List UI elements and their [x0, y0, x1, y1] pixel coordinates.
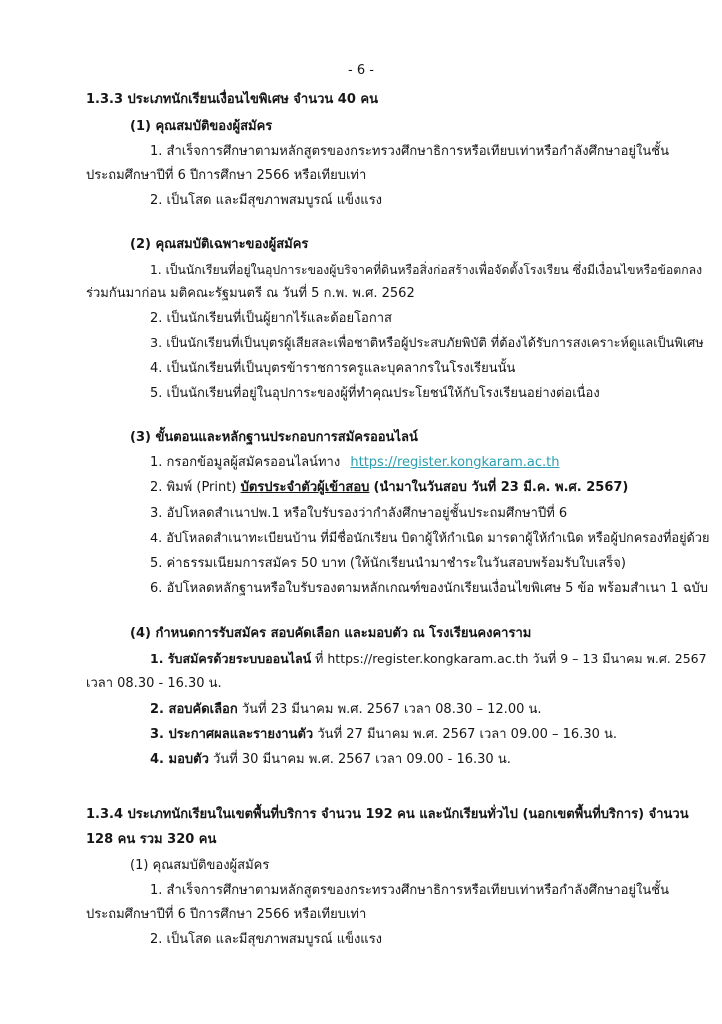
s133-q4-item2-rest: วันที่ 23 มีนาคม พ.ศ. 2567 เวลา 08.30 – 12.00 น. [237, 702, 542, 717]
s133-q1-item1-line1: 1. สำเร็จการศึกษาตามหลักสูตรของกระทรวงศึกษาธิการหรือเทียบเท่าหรือกำลังศึกษาอยู่ในชั้น [150, 144, 669, 159]
s133-q4-item3 [150, 726, 617, 744]
s133-q3-item6: 6. อัปโหลดหลักฐานหรือใบรับรองตามหลักเกณฑ์ของนักเรียนเงื่อนไขพิเศษ 5 ข้อ พร้อมสำเนา 1 ฉบับ [150, 581, 709, 596]
s133-q3-item3: 3. อัปโหลดสำเนาปพ.1 หรือใบรับรองว่ากำลังศึกษาอยู่ชั้นประถมศึกษาปีที่ 6 [150, 506, 568, 521]
s133-q4-item1-bold: 1. รับสมัครด้วยระบบออนไลน์ [150, 651, 312, 666]
s133-q4-item2-bold: 2. สอบคัดเลือก [150, 702, 238, 717]
s133-q2-item1-line1: 1. เป็นนักเรียนที่อยู่ในอุปการะของผู้บริจาคที่ดินหรือสิ่งก่อสร้างเพื่อจัดตั้งโรงเรียน ซึ่งมีเงื่อนไขหรือข้อตกลง [150, 263, 703, 277]
s133-q4-item4 [150, 751, 511, 769]
s134-q1-item1-line2: ประถมศึกษาปีที่ 6 ปีการศึกษา 2566 หรือเทียบเท่า [86, 907, 367, 922]
s133-q4-title: (4) กำหนดการรับสมัคร สอบคัดเลือก และมอบตัว ณ โรงเรียนคงคาราม [130, 626, 532, 641]
s133-q4-item3-bold: 3. ประกาศผลและรายงานตัว [150, 727, 314, 742]
s133-q2-item1-line2: ร่วมกันมาก่อน มติคณะรัฐมนตรี ณ วันที่ 5 ก.พ. พ.ศ. 2562 [86, 286, 415, 301]
register-link[interactable]: https://register.kongkaram.ac.th [350, 455, 560, 470]
exam-card-note: (นำมาในวันสอบ วันที่ 23 มี.ค. พ.ศ. 2567) [373, 480, 629, 495]
s133-q1-item2: 2. เป็นโสด และมีสุขภาพสมบูรณ์ แข็งแรง [150, 193, 383, 208]
s133-q1-item1-line2: ประถมศึกษาปีที่ 6 ปีการศึกษา 2566 หรือเทียบเท่า [86, 168, 367, 183]
s133-q2-item5: 5. เป็นนักเรียนที่อยู่ในอุปการะของผู้ที่ทำคุณประโยชน์ให้กับโรงเรียนอย่างต่อเนื่อง [150, 386, 600, 401]
s133-q3-item1-text: 1. กรอกข้อมูลผู้สมัครออนไลน์ทาง [150, 455, 341, 470]
s133-q2-item2: 2. เป็นนักเรียนที่เป็นผู้ยากไร้และด้อยโอกาส [150, 311, 392, 326]
s133-q2-item3: 3. เป็นนักเรียนที่เป็นบุตรผู้เสียสละเพื่อชาติหรือผู้ประสบภัยพิบัติ ที่ต้องได้รับการสงเคราะห์ดูแลเป็นพิเศษ [150, 336, 704, 351]
s133-q2-title: (2) คุณสมบัติเฉพาะของผู้สมัคร [130, 237, 309, 252]
s134-q1-item1-line1: 1. สำเร็จการศึกษาตามหลักสูตรของกระทรวงศึกษาธิการหรือเทียบเท่าหรือกำลังศึกษาอยู่ในชั้น [150, 883, 669, 898]
s133-q4-item1-line2: เวลา 08.30 - 16.30 น. [86, 676, 222, 691]
s133-q3-item5: 5. ค่าธรรมเนียมการสมัคร 50 บาท (ให้นักเรียนนำมาชำระในวันสอบพร้อมรับใบเสร็จ) [150, 556, 626, 571]
s133-q4-item4-bold: 4. มอบตัว [150, 752, 209, 767]
section-134-heading-line2: 128 คน รวม 320 คน [86, 832, 217, 847]
s134-q1-title: (1) คุณสมบัติของผู้สมัคร [130, 858, 270, 873]
s133-q4-item1-rest: ที่ https://register.kongkaram.ac.th วันที่ 9 – 13 มีนาคม พ.ศ. 2567 [311, 651, 707, 666]
s133-q2-item4: 4. เป็นนักเรียนที่เป็นบุตรข้าราชการครูและบุคลากรในโรงเรียนนั้น [150, 361, 516, 376]
s133-q3-title: (3) ขั้นตอนและหลักฐานประกอบการสมัครออนไลน์ [130, 430, 418, 445]
section-133-heading: 1.3.3 ประเภทนักเรียนเงื่อนไขพิเศษ จำนวน 40 คน [86, 92, 379, 107]
s133-q1-title: (1) คุณสมบัติของผู้สมัคร [130, 119, 273, 134]
section-134-heading-line1: 1.3.4 ประเภทนักเรียนในเขตพื้นที่บริการ จำนวน 192 คน และนักเรียนทั่วไป (นอกเขตพื้นที่บริการ) จำนวน [86, 807, 689, 822]
s133-q3-item4: 4. อัปโหลดสำเนาทะเบียนบ้าน ที่มีชื่อนักเรียน บิดาผู้ให้กำเนิด มารดาผู้ให้กำเนิด หรือผู้ปกครองที่อยู่ด้วย [150, 531, 710, 546]
s133-q4-item3-rest: วันที่ 27 มีนาคม พ.ศ. 2567 เวลา 09.00 – 16.30 น. [313, 727, 618, 742]
s133-q3-item2 [150, 479, 628, 497]
s133-q3-item1 [150, 454, 560, 472]
s134-q1-item2: 2. เป็นโสด และมีสุขภาพสมบูรณ์ แข็งแรง [150, 932, 383, 947]
s133-q4-item1 [150, 650, 707, 668]
s133-q4-item2 [150, 701, 542, 719]
exam-card-label: บัตรประจำตัวผู้เข้าสอบ [240, 480, 370, 495]
s133-q4-item4-rest: วันที่ 30 มีนาคม พ.ศ. 2567 เวลา 09.00 - 16.30 น. [208, 752, 511, 767]
s133-q3-item2-prefix: 2. พิมพ์ (Print) [150, 480, 237, 495]
page-number: - 6 - [348, 63, 374, 78]
